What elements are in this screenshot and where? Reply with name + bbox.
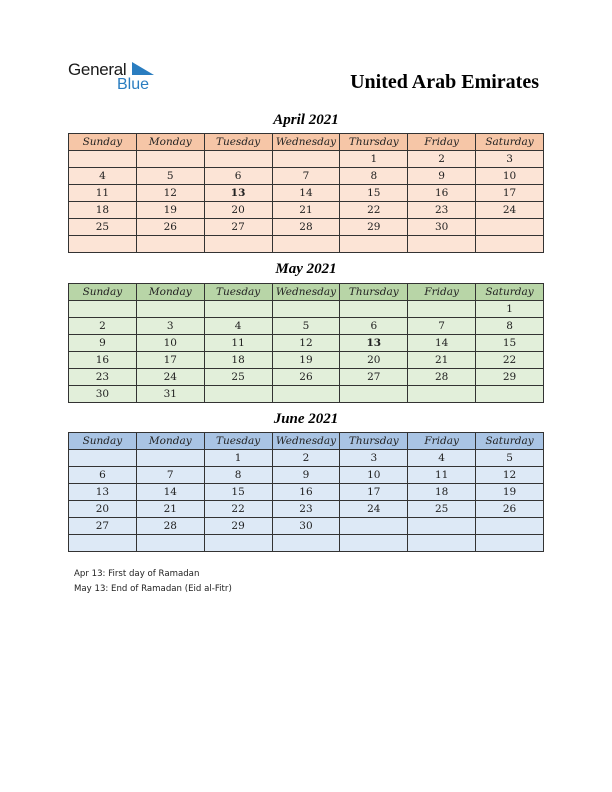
day-cell: 27 xyxy=(340,369,408,386)
weekday-header-wednesday: Wednesday xyxy=(272,433,340,450)
empty-day-cell xyxy=(272,236,340,253)
day-cell: 18 xyxy=(204,352,272,369)
brand-logo xyxy=(68,60,168,96)
day-cell: 22 xyxy=(204,501,272,518)
day-cell: 27 xyxy=(204,219,272,236)
day-cell: 21 xyxy=(408,352,476,369)
day-cell: 11 xyxy=(69,185,137,202)
day-cell: 18 xyxy=(69,202,137,219)
day-cell: 26 xyxy=(272,369,340,386)
week-row xyxy=(69,518,544,535)
week-row xyxy=(69,484,544,501)
empty-day-cell xyxy=(272,301,340,318)
week-row xyxy=(69,386,544,403)
weekday-header-friday: Friday xyxy=(408,433,476,450)
week-row xyxy=(69,151,544,168)
weekday-header-monday: Monday xyxy=(136,134,204,151)
day-cell: 26 xyxy=(476,501,544,518)
empty-day-cell xyxy=(69,301,137,318)
calendar-april xyxy=(68,133,544,253)
weekday-header-monday: Monday xyxy=(136,284,204,301)
day-cell: 16 xyxy=(272,484,340,501)
empty-day-cell xyxy=(204,151,272,168)
day-cell: 24 xyxy=(136,369,204,386)
day-cell: 9 xyxy=(69,335,137,352)
day-cell: 10 xyxy=(476,168,544,185)
day-cell: 21 xyxy=(136,501,204,518)
week-row xyxy=(69,369,544,386)
week-row xyxy=(69,318,544,335)
day-cell: 13 xyxy=(69,484,137,501)
calendar-june xyxy=(68,432,544,552)
week-row xyxy=(69,352,544,369)
day-cell: 8 xyxy=(476,318,544,335)
day-cell: 30 xyxy=(408,219,476,236)
day-cell: 28 xyxy=(408,369,476,386)
day-cell: 2 xyxy=(69,318,137,335)
day-cell: 19 xyxy=(476,484,544,501)
day-cell: 29 xyxy=(340,219,408,236)
holiday-day-cell: 13 xyxy=(340,335,408,352)
empty-day-cell xyxy=(408,535,476,552)
empty-day-cell xyxy=(476,535,544,552)
day-cell: 19 xyxy=(272,352,340,369)
weekday-header-sunday: Sunday xyxy=(69,134,137,151)
week-row xyxy=(69,450,544,467)
weekday-header-wednesday: Wednesday xyxy=(272,134,340,151)
day-cell: 11 xyxy=(408,467,476,484)
empty-day-cell xyxy=(204,236,272,253)
day-cell: 23 xyxy=(408,202,476,219)
day-cell: 15 xyxy=(204,484,272,501)
empty-day-cell xyxy=(136,301,204,318)
day-cell: 30 xyxy=(272,518,340,535)
holiday-day-cell: 13 xyxy=(204,185,272,202)
day-cell: 3 xyxy=(340,450,408,467)
empty-day-cell xyxy=(136,450,204,467)
day-cell: 31 xyxy=(136,386,204,403)
day-cell: 5 xyxy=(136,168,204,185)
day-cell: 5 xyxy=(476,450,544,467)
day-cell: 28 xyxy=(136,518,204,535)
day-cell: 11 xyxy=(204,335,272,352)
empty-day-cell xyxy=(408,236,476,253)
day-cell: 25 xyxy=(204,369,272,386)
day-cell: 14 xyxy=(408,335,476,352)
empty-day-cell xyxy=(340,386,408,403)
day-cell: 9 xyxy=(408,168,476,185)
weekday-header-saturday: Saturday xyxy=(476,134,544,151)
empty-day-cell xyxy=(340,535,408,552)
day-cell: 7 xyxy=(136,467,204,484)
empty-day-cell xyxy=(476,518,544,535)
holiday-notes xyxy=(74,567,232,597)
empty-day-cell xyxy=(204,386,272,403)
empty-day-cell xyxy=(204,535,272,552)
weekday-header-tuesday: Tuesday xyxy=(204,134,272,151)
day-cell: 17 xyxy=(340,484,408,501)
empty-day-cell xyxy=(476,219,544,236)
day-cell: 27 xyxy=(69,518,137,535)
day-cell: 7 xyxy=(272,168,340,185)
weekday-header-friday: Friday xyxy=(408,284,476,301)
day-cell: 4 xyxy=(204,318,272,335)
week-row xyxy=(69,501,544,518)
weekday-header-saturday: Saturday xyxy=(476,433,544,450)
empty-day-cell xyxy=(69,236,137,253)
empty-day-cell xyxy=(340,236,408,253)
day-cell: 28 xyxy=(272,219,340,236)
day-cell: 15 xyxy=(340,185,408,202)
empty-day-cell xyxy=(408,518,476,535)
weekday-header-thursday: Thursday xyxy=(340,134,408,151)
day-cell: 6 xyxy=(69,467,137,484)
day-cell: 12 xyxy=(272,335,340,352)
day-cell: 17 xyxy=(476,185,544,202)
week-row xyxy=(69,301,544,318)
week-row xyxy=(69,168,544,185)
day-cell: 29 xyxy=(476,369,544,386)
week-row xyxy=(69,202,544,219)
day-cell: 15 xyxy=(476,335,544,352)
day-cell: 1 xyxy=(204,450,272,467)
empty-day-cell xyxy=(272,151,340,168)
day-cell: 16 xyxy=(69,352,137,369)
empty-day-cell xyxy=(476,386,544,403)
day-cell: 2 xyxy=(408,151,476,168)
weekday-header-saturday: Saturday xyxy=(476,284,544,301)
day-cell: 4 xyxy=(408,450,476,467)
week-row xyxy=(69,236,544,253)
empty-day-cell xyxy=(272,535,340,552)
weekday-header-wednesday: Wednesday xyxy=(272,284,340,301)
day-cell: 20 xyxy=(204,202,272,219)
weekday-header-row xyxy=(69,284,544,301)
day-cell: 2 xyxy=(272,450,340,467)
day-cell: 6 xyxy=(340,318,408,335)
month-title-may: May 2021 xyxy=(275,261,337,277)
day-cell: 17 xyxy=(136,352,204,369)
brand-general-text: General xyxy=(68,60,127,79)
empty-day-cell xyxy=(408,301,476,318)
day-cell: 21 xyxy=(272,202,340,219)
day-cell: 14 xyxy=(272,185,340,202)
day-cell: 4 xyxy=(69,168,137,185)
day-cell: 10 xyxy=(136,335,204,352)
day-cell: 22 xyxy=(476,352,544,369)
week-row xyxy=(69,219,544,236)
empty-day-cell xyxy=(69,535,137,552)
weekday-header-thursday: Thursday xyxy=(340,284,408,301)
day-cell: 20 xyxy=(340,352,408,369)
month-title-april: April 2021 xyxy=(273,112,339,128)
weekday-header-tuesday: Tuesday xyxy=(204,433,272,450)
weekday-header-row xyxy=(69,134,544,151)
day-cell: 16 xyxy=(408,185,476,202)
weekday-header-friday: Friday xyxy=(408,134,476,151)
week-row xyxy=(69,185,544,202)
empty-day-cell xyxy=(69,450,137,467)
day-cell: 5 xyxy=(272,318,340,335)
weekday-header-tuesday: Tuesday xyxy=(204,284,272,301)
empty-day-cell xyxy=(340,518,408,535)
empty-day-cell xyxy=(136,535,204,552)
day-cell: 1 xyxy=(340,151,408,168)
brand-triangle-icon xyxy=(132,62,154,76)
empty-day-cell xyxy=(69,151,137,168)
day-cell: 20 xyxy=(69,501,137,518)
empty-day-cell xyxy=(136,236,204,253)
empty-day-cell xyxy=(136,151,204,168)
day-cell: 6 xyxy=(204,168,272,185)
day-cell: 24 xyxy=(340,501,408,518)
day-cell: 12 xyxy=(476,467,544,484)
day-cell: 19 xyxy=(136,202,204,219)
day-cell: 3 xyxy=(136,318,204,335)
day-cell: 23 xyxy=(272,501,340,518)
brand-blue-text: Blue xyxy=(117,76,150,93)
empty-day-cell xyxy=(476,236,544,253)
empty-day-cell xyxy=(340,301,408,318)
country-title: United Arab Emirates xyxy=(350,71,539,93)
day-cell: 7 xyxy=(408,318,476,335)
day-cell: 26 xyxy=(136,219,204,236)
week-row xyxy=(69,467,544,484)
empty-day-cell xyxy=(204,301,272,318)
day-cell: 29 xyxy=(204,518,272,535)
day-cell: 14 xyxy=(136,484,204,501)
day-cell: 22 xyxy=(340,202,408,219)
week-row xyxy=(69,535,544,552)
day-cell: 25 xyxy=(408,501,476,518)
weekday-header-sunday: Sunday xyxy=(69,433,137,450)
holiday-note: May 13: End of Ramadan (Eid al-Fitr) xyxy=(74,584,232,594)
weekday-header-monday: Monday xyxy=(136,433,204,450)
day-cell: 8 xyxy=(340,168,408,185)
holiday-note: Apr 13: First day of Ramadan xyxy=(74,569,200,579)
day-cell: 9 xyxy=(272,467,340,484)
day-cell: 18 xyxy=(408,484,476,501)
day-cell: 3 xyxy=(476,151,544,168)
empty-day-cell xyxy=(272,386,340,403)
empty-day-cell xyxy=(408,386,476,403)
calendar-may xyxy=(68,283,544,403)
day-cell: 25 xyxy=(69,219,137,236)
month-title-june: June 2021 xyxy=(273,411,339,427)
weekday-header-sunday: Sunday xyxy=(69,284,137,301)
day-cell: 1 xyxy=(476,301,544,318)
day-cell: 24 xyxy=(476,202,544,219)
day-cell: 8 xyxy=(204,467,272,484)
weekday-header-row xyxy=(69,433,544,450)
week-row xyxy=(69,335,544,352)
day-cell: 23 xyxy=(69,369,137,386)
day-cell: 30 xyxy=(69,386,137,403)
day-cell: 10 xyxy=(340,467,408,484)
day-cell: 12 xyxy=(136,185,204,202)
weekday-header-thursday: Thursday xyxy=(340,433,408,450)
